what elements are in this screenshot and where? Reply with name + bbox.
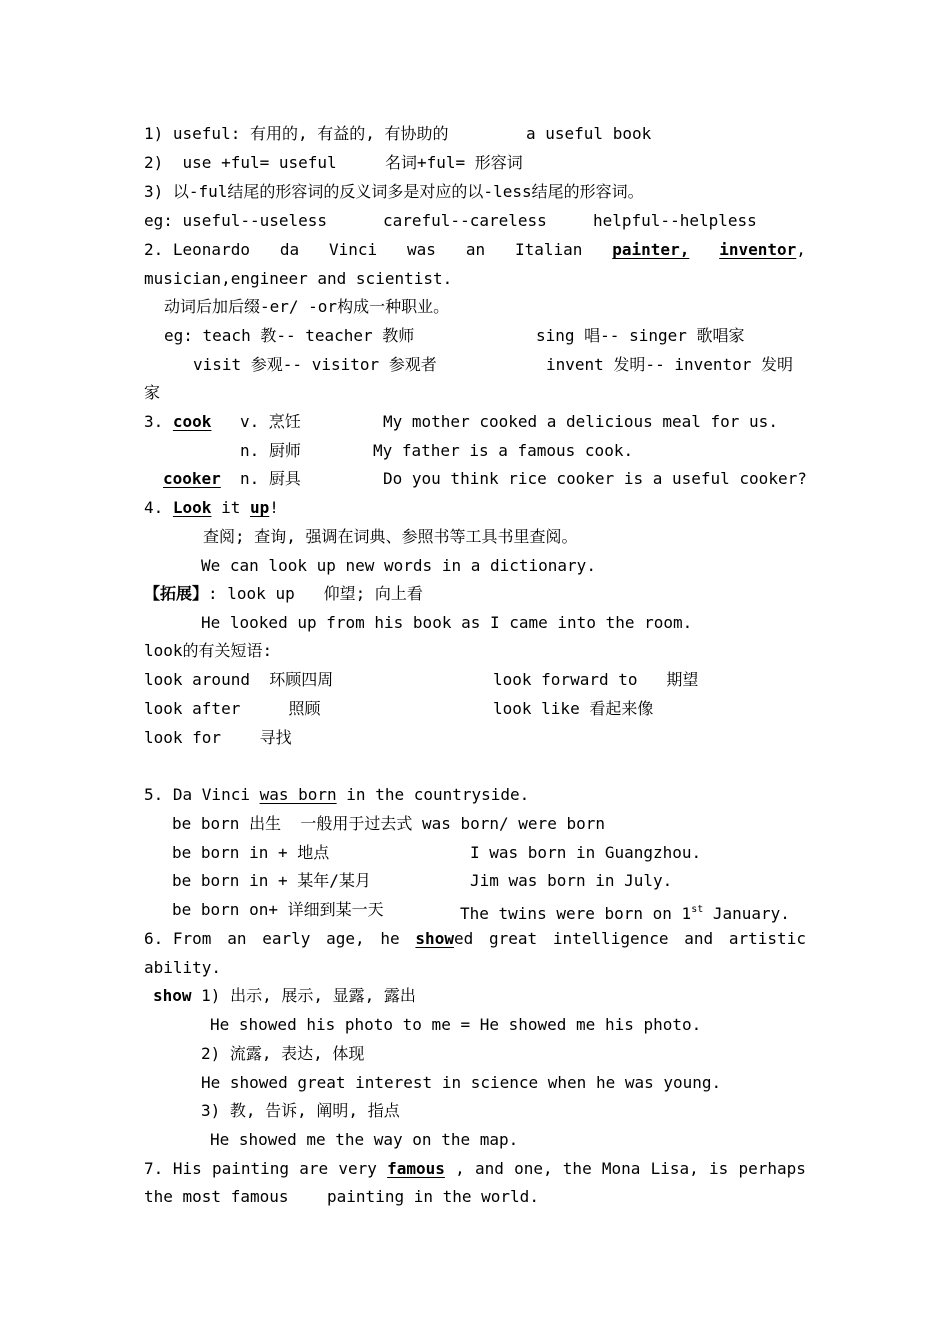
be-born-note: be born 出生 一般用于过去式 was born/ were born xyxy=(172,814,605,833)
look-up-example: He looked up from his book as I came into the room. xyxy=(201,613,693,632)
note-1-meaning: 1) useful: 有用的, 有益的, 有协助的 xyxy=(144,124,449,143)
phrase-look-forward-to: look forward to 期望 xyxy=(493,670,699,689)
suffix-example-visit: visit 参观-- visitor 参观者 xyxy=(193,355,437,374)
be-born-in-time: be born in + 某年/某月 xyxy=(172,871,371,890)
extension-look-up: 【拓展】: look up 仰望; 向上看 xyxy=(144,584,423,603)
antonym-example-1: eg: useful--useless xyxy=(144,211,328,230)
be-born-in-time-example: Jim was born in July. xyxy=(470,871,673,890)
item-6-continuation: ability. xyxy=(144,958,222,977)
show-meaning-3: 3) 教, 告诉, 阐明, 指点 xyxy=(201,1101,400,1120)
keyword-show: show xyxy=(415,929,454,948)
cook-noun-meaning: n. 厨师 xyxy=(240,441,301,460)
look-it-up-meaning: 查阅; 查询, 强调在词典、参照书等工具书里查阅。 xyxy=(203,527,578,546)
show-example-2: He showed great interest in science when he was young. xyxy=(201,1073,722,1092)
show-example-3: He showed me the way on the map. xyxy=(210,1130,519,1149)
be-born-on-day-example: The twins were born on 1st January. xyxy=(460,904,790,923)
antonym-example-3: helpful--helpless xyxy=(593,211,757,230)
note-3-antonym-rule: 3) 以-ful结尾的形容词的反义词多是对应的以-less结尾的形容词。 xyxy=(144,182,644,201)
be-born-in-place: be born in + 地点 xyxy=(172,843,330,862)
keyword-cook: cook xyxy=(172,412,212,431)
cooker-example: Do you think rice cooker is a useful cooker? xyxy=(383,469,807,488)
show-meaning-2: 2) 流露, 表达, 体现 xyxy=(201,1044,365,1063)
cook-noun-example: My father is a famous cook. xyxy=(373,441,634,460)
keyword-show-heading: show xyxy=(153,986,192,1005)
keyword-inventor: inventor xyxy=(719,240,797,259)
keyword-was-born: was born xyxy=(259,785,337,804)
note-2-pattern: 名词+ful= 形容词 xyxy=(385,153,523,172)
cooker-meaning: n. 厨具 xyxy=(240,469,301,488)
item-3-cook-verb: 3. cook xyxy=(144,412,212,431)
phrase-look-around: look around 环顾四周 xyxy=(144,670,334,689)
item-2-sentence: 2. Leonardo da Vinci was an Italian painter, inventor, xyxy=(144,240,806,259)
antonym-example-2: careful--careless xyxy=(383,211,547,230)
keyword-cooker: cooker xyxy=(163,469,221,488)
be-born-on-day: be born on+ 详细到某一天 xyxy=(172,900,384,919)
phrase-look-for: look for 寻找 xyxy=(144,728,292,747)
look-phrases-heading: look的有关短语: xyxy=(144,641,273,660)
look-it-up-example: We can look up new words in a dictionary. xyxy=(201,556,596,575)
show-example-1: He showed his photo to me = He showed me his photo. xyxy=(210,1015,702,1034)
suffix-example-invent-wrap: 家 xyxy=(144,383,161,402)
suffix-rule: 动词后加后缀-er/ -or构成一种职业。 xyxy=(164,297,450,316)
cook-verb-meaning: v. 烹饪 xyxy=(240,412,301,431)
keyword-up: up xyxy=(249,498,270,517)
item-7-sentence: 7. His painting are very famous , and one, the Mona Lisa, is perhaps xyxy=(144,1159,806,1178)
item-6-sentence: 6. From an early age, he showed great intelligence and artistic xyxy=(144,929,806,948)
suffix-example-teach: eg: teach 教-- teacher 教师 xyxy=(164,326,415,345)
suffix-example-sing: sing 唱-- singer 歌唱家 xyxy=(536,326,745,345)
keyword-famous: famous xyxy=(387,1159,445,1178)
note-2-rule: 2) use +ful= useful xyxy=(144,153,337,172)
phrase-look-after: look after 照顾 xyxy=(144,699,321,718)
cook-verb-example: My mother cooked a delicious meal for us. xyxy=(383,412,778,431)
extension-tag: 【拓展】 xyxy=(144,584,209,603)
suffix-example-invent: invent 发明-- inventor 发明 xyxy=(546,355,794,374)
item-4-look-it-up: 4. Look it up! xyxy=(144,498,279,517)
phrase-look-like: look like 看起来像 xyxy=(493,699,654,718)
item-5-sentence: 5. Da Vinci was born in the countryside. xyxy=(144,785,530,804)
item-7-continuation: the most famous painting in the world. xyxy=(144,1187,539,1206)
item-2-continuation: musician,engineer and scientist. xyxy=(144,269,453,288)
keyword-look: Look xyxy=(172,498,212,517)
keyword-painter: painter, xyxy=(612,240,690,259)
note-1-example: a useful book xyxy=(526,124,652,143)
be-born-in-place-example: I was born in Guangzhou. xyxy=(470,843,702,862)
show-meaning-1: show 1) 出示, 展示, 显露, 露出 xyxy=(153,986,416,1005)
